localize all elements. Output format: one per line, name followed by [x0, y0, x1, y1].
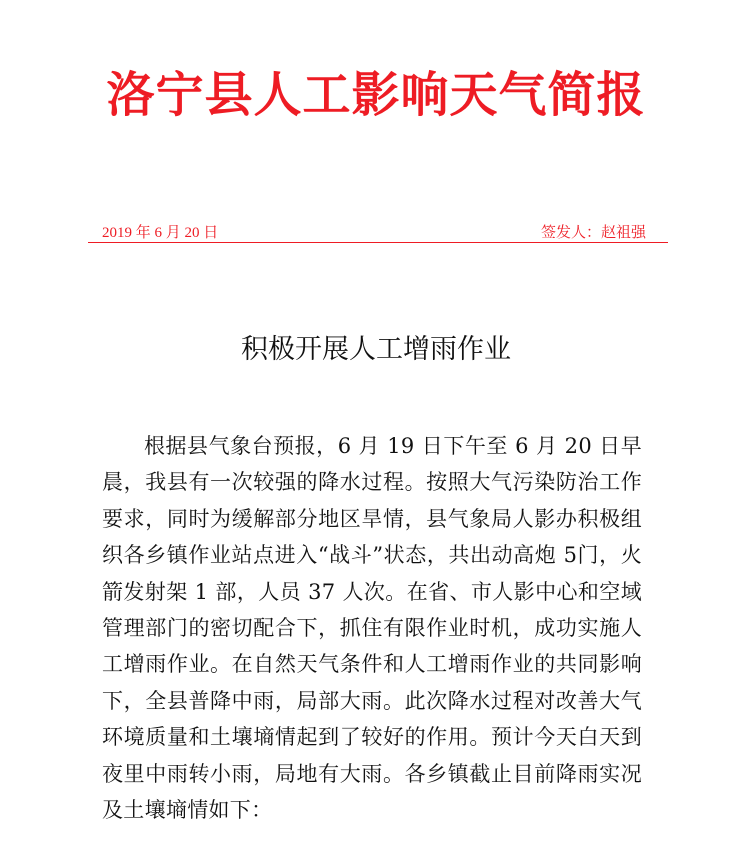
article-title: 积极开展人工增雨作业	[241, 334, 511, 365]
issue-date: 2019 年 6 月 20 日	[102, 225, 219, 241]
header-divider	[88, 242, 668, 243]
issue-meta-row	[88, 219, 666, 241]
issuer-label: 签发人：赵祖强	[540, 225, 646, 241]
article-body: 根据县气象台预报，6 月 19 日下午至 6 月 20 日早晨，我县有一次较强的降水过程。按照大气污染防治工作要求，同时为缓解部分地区旱情，县气象局人影办积极组织各乡镇作业站点进入“战斗”状态，共出动高炮 5门，火箭发射架 1 部，人员 37 人次。在省、市人影中心和空域管理部门的密切配合下，抓住有限作业时机，成功实施人工增雨作业。在自然天气条件和人工增雨作业的共同影响下，全县普降中雨，局部大雨。此次降水过程对改善大气环境质量和土壤墒情起到了较好的作用。预计今天白天到夜里中雨转小雨，局地有大雨。各乡镇截止目前降雨实况及土壤墒情如下：	[102, 434, 642, 823]
bulletin-masthead: 洛宁县人工影响天气简报	[106, 67, 646, 123]
